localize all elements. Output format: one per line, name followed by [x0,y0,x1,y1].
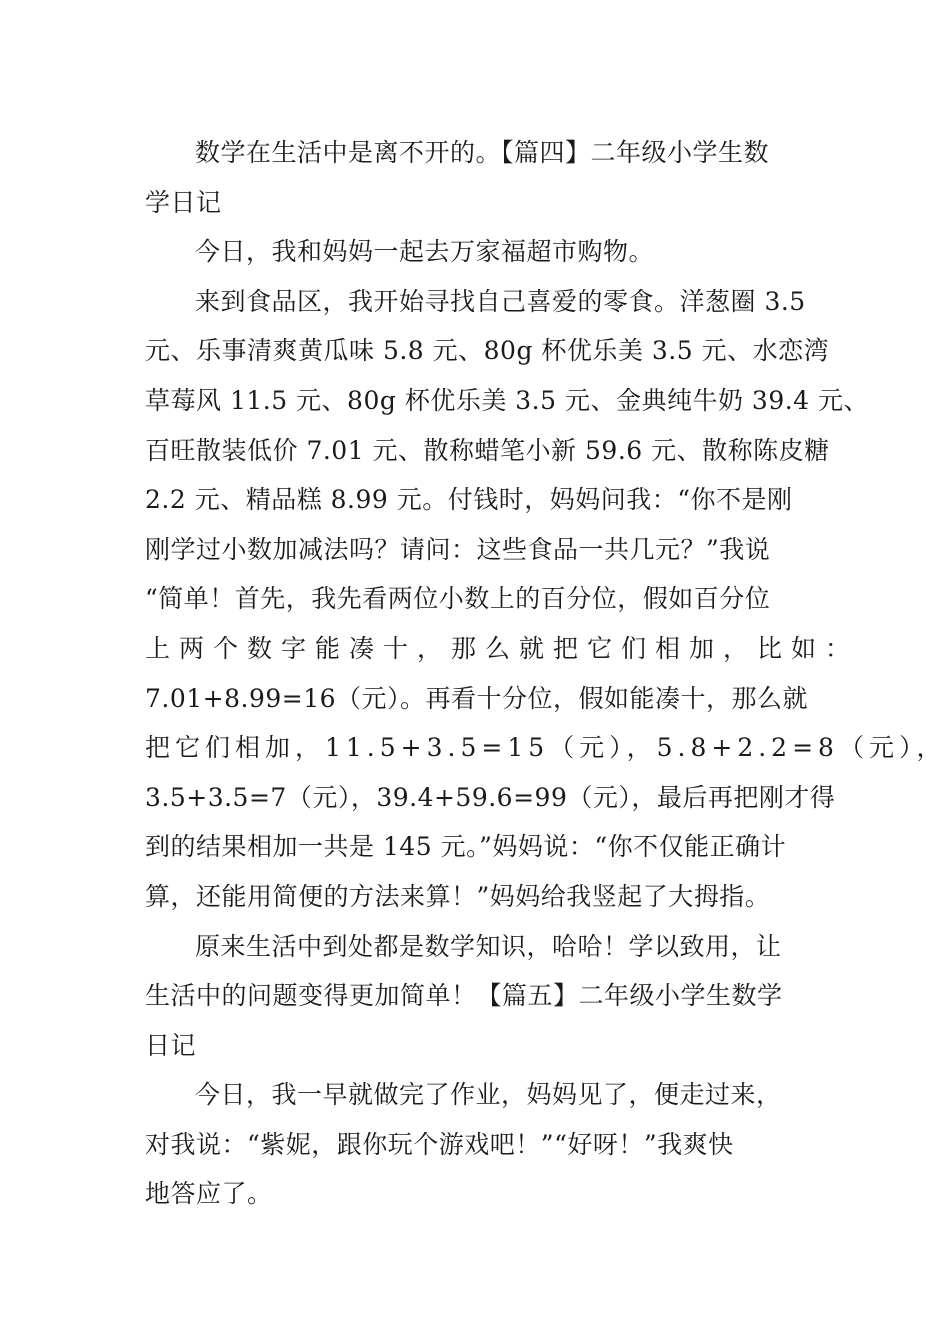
paragraph-line: 今日，我和妈妈一起去万家福超市购物。 [195,237,655,267]
paragraph-line: 算，还能用简便的方法来算！”妈妈给我竖起了大拇指。 [145,881,771,911]
paragraph-line: 把它们相加，11.5+3.5=15（元），5.8+2.2=8（元）， [145,733,947,763]
paragraph-line: 上两个数字能凑十，那么就把它们相加，比如： [145,633,860,663]
paragraph-line: 到的结果相加一共是 145 元。”妈妈说：“你不仅能正确计 [145,832,787,862]
paragraph-line: 数学在生活中是离不开的。【篇四】二年级小学生数 [195,138,770,167]
paragraph-line: 刚学过小数加减法吗？请问：这些食品一共几元？”我说 [145,534,771,564]
paragraph-line: 地答应了。 [145,1179,273,1209]
paragraph-line: 来到食品区，我开始寻找自己喜爱的零食。洋葱圈 3.5 [195,286,806,316]
paragraph-line: 3.5+3.5=7（元），39.4+59.6=99（元），最后再把刚才得 [145,782,836,812]
paragraph-line: 元、乐事清爽黄瓜味 5.8 元、80g 杯优乐美 3.5 元、水恋湾 [145,336,830,366]
paragraph-line: 对我说：“紫妮，跟你玩个游戏吧！”“好呀！”我爽快 [145,1129,734,1159]
paragraph-line: 7.01+8.99=16（元）。再看十分位，假如能凑十，那么就 [145,683,809,713]
paragraph-line: 生活中的问题变得更加简单！【篇五】二年级小学生数学 [145,981,783,1011]
paragraph-line: 百旺散装低价 7.01 元、散称蜡笔小新 59.6 元、散称陈皮糖 [145,435,830,465]
paragraph-line: 草莓风 11.5 元、80g 杯优乐美 3.5 元、金典纯牛奶 39.4 元、 [145,385,870,415]
paragraph-line: 2.2 元、精品糕 8.99 元。付钱时，妈妈问我：“你不是刚 [145,485,793,515]
paragraph-line: 学日记 [145,187,222,217]
paragraph-line: 日记 [145,1030,197,1060]
document-body [145,128,947,1219]
paragraph-line: 原来生活中到处都是数学知识，哈哈！学以致用，让 [195,931,782,961]
paragraph-line: 今日，我一早就做完了作业，妈妈见了，便走过来， [195,1080,782,1110]
paragraph-line: “简单！首先，我先看两位小数上的百分位，假如百分位 [145,584,771,614]
